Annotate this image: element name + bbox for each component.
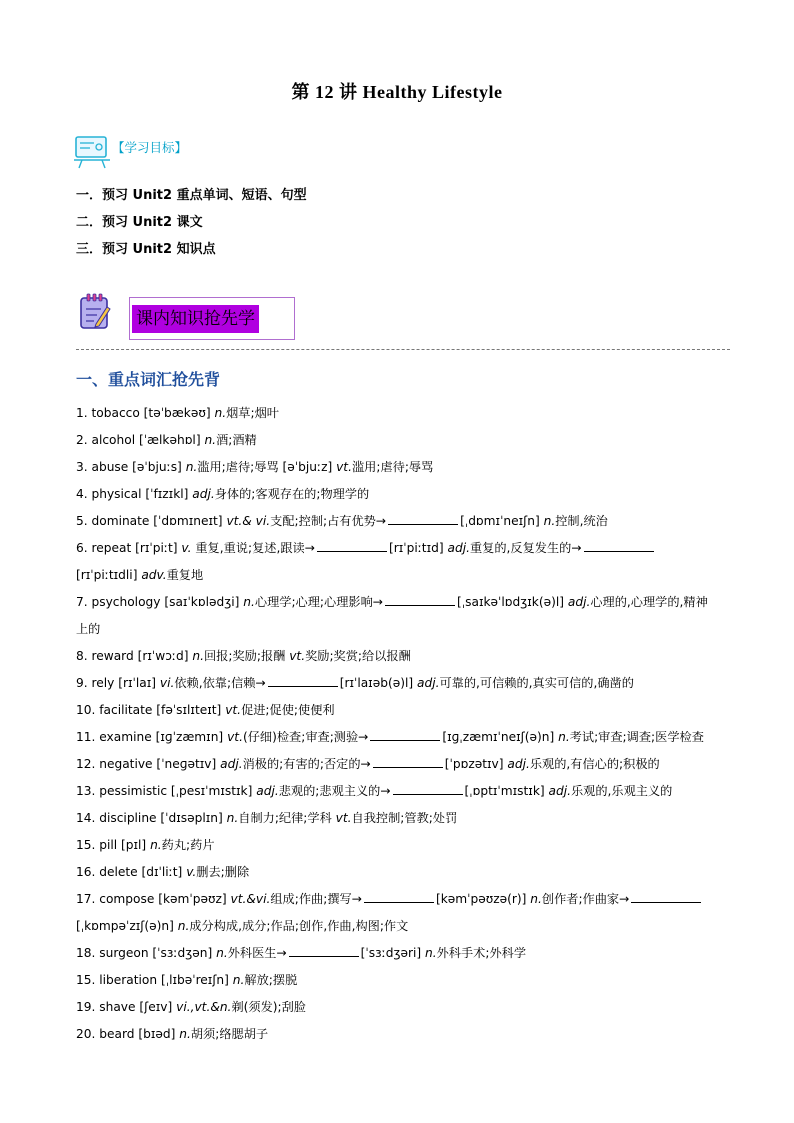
vocab-line bbox=[76, 454, 726, 481]
page-title: 第 12 讲 Healthy Lifestyle bbox=[291, 82, 503, 102]
vocab-text: 19. shave [ʃeɪv] bbox=[76, 1000, 177, 1014]
vocab-text: [ˌɒptɪˈmɪstɪk] bbox=[464, 784, 549, 798]
part-of-speech: adj. bbox=[192, 487, 215, 501]
fill-in-blank[interactable] bbox=[268, 674, 338, 687]
vocab-text: [rɪˈpiːtɪd] bbox=[388, 541, 448, 555]
vocab-text: 控制,统治 bbox=[555, 514, 608, 528]
part-of-speech: n. bbox=[214, 406, 227, 420]
vocabulary-list bbox=[76, 400, 726, 1048]
vocab-text: [kəmˈpəʊzə(r)] bbox=[435, 892, 531, 906]
vocab-text: 奖励;奖赏;给以报酬 bbox=[305, 649, 411, 663]
vocab-text: 10. facilitate [fəˈsɪlɪteɪt] bbox=[76, 703, 226, 717]
part-of-speech: n. bbox=[425, 946, 437, 960]
vocab-text: 15. liberation [ˌlɪbəˈreɪʃn] bbox=[76, 973, 233, 987]
part-of-speech: vi.,vt.&n. bbox=[176, 1000, 232, 1014]
fill-in-blank[interactable] bbox=[317, 539, 387, 552]
objectives-label: 【学习目标】 bbox=[112, 140, 188, 155]
vocab-text: [rɪˈlaɪəb(ə)l] bbox=[339, 676, 417, 690]
vocab-text: 依赖,依靠;信赖→ bbox=[174, 676, 266, 690]
vocab-text: 重复,重说;复述,跟读→ bbox=[191, 541, 315, 555]
vocab-text: 烟草;烟叶 bbox=[226, 406, 279, 420]
vocab-text: 5. dominate [ˈdɒmɪneɪt] bbox=[76, 514, 227, 528]
vocab-text: 13. pessimistic [ˌpesɪˈmɪstɪk] bbox=[76, 784, 257, 798]
vocab-text: [ˌdɒmɪˈneɪʃn] bbox=[460, 514, 544, 528]
dashed-divider bbox=[76, 349, 730, 350]
vocab-line bbox=[76, 778, 726, 805]
vocab-text: 自制力;纪律;学科 bbox=[238, 811, 336, 825]
part-of-speech: n. bbox=[185, 460, 198, 474]
vocab-line bbox=[76, 589, 726, 616]
vocab-text: 回报;奖励;报酬 bbox=[203, 649, 290, 663]
fill-in-blank[interactable] bbox=[373, 755, 443, 768]
vocab-line bbox=[76, 886, 726, 913]
vocab-text: 15. pill [pɪl] bbox=[76, 838, 151, 852]
fill-in-blank[interactable] bbox=[289, 944, 359, 957]
vocab-line bbox=[76, 751, 726, 778]
part-of-speech: n. bbox=[150, 838, 162, 852]
part-of-speech: v. bbox=[186, 865, 197, 879]
vocab-text: 外科手术;外科学 bbox=[436, 946, 527, 960]
vocab-text: 促进;促使;使便利 bbox=[241, 703, 335, 717]
vocab-text: 9. rely [rɪˈlaɪ] bbox=[76, 676, 160, 690]
part-of-speech: adv. bbox=[141, 568, 167, 582]
part-of-speech: v. bbox=[181, 541, 192, 555]
part-of-speech: n. bbox=[204, 433, 217, 447]
vocab-line bbox=[76, 508, 726, 535]
vocab-text: 7. psychology [saɪˈkɒlədʒi] bbox=[76, 595, 244, 609]
vocab-line bbox=[76, 427, 726, 454]
notepad-pencil-icon bbox=[79, 293, 111, 331]
vocab-text: 上的 bbox=[76, 622, 101, 636]
vocab-line bbox=[76, 724, 726, 751]
part-of-speech: n. bbox=[179, 1027, 191, 1041]
part-of-speech: adj. bbox=[256, 784, 279, 798]
vocab-text: [ˈpɒzətɪv] bbox=[444, 757, 508, 771]
vocab-line bbox=[76, 697, 726, 724]
vocab-text: 胡须;络腮胡子 bbox=[190, 1027, 269, 1041]
vocab-line bbox=[76, 805, 726, 832]
vocab-text: 剃(须发);刮脸 bbox=[231, 1000, 306, 1014]
vocab-text: 14. discipline [ˈdɪsəplɪn] bbox=[76, 811, 227, 825]
vocab-text: 重复的,反复发生的→ bbox=[469, 541, 582, 555]
vocab-text: 药丸;药片 bbox=[161, 838, 215, 852]
vocab-text: 外科医生→ bbox=[227, 946, 287, 960]
vocab-text: 滥用;虐待;辱骂 bbox=[351, 460, 434, 474]
vocab-text: [ɪɡˌzæmɪˈneɪʃ(ə)n] bbox=[442, 730, 559, 744]
vocab-text: 6. repeat [rɪˈpiːt] bbox=[76, 541, 182, 555]
vocab-line bbox=[76, 616, 726, 643]
vocab-text: 创作者;作曲家→ bbox=[541, 892, 630, 906]
goal-item: 三．预习 Unit2 知识点 bbox=[76, 242, 216, 257]
part-of-speech: n. bbox=[226, 811, 239, 825]
vocab-line bbox=[76, 400, 726, 427]
vocab-text: 消极的;有害的;否定的→ bbox=[242, 757, 371, 771]
goal-item: 一．预习 Unit2 重点单词、短语、句型 bbox=[76, 188, 307, 203]
part-of-speech: n. bbox=[177, 919, 190, 933]
fill-in-blank[interactable] bbox=[388, 512, 458, 525]
vocab-text: 20. beard [bɪəd] bbox=[76, 1027, 180, 1041]
vocab-text: [ˌkɒmpəˈzɪʃ(ə)n] bbox=[76, 919, 178, 933]
part-of-speech: vt. bbox=[225, 703, 242, 717]
vocab-text: 2. alcohol [ˈælkəhɒl] bbox=[76, 433, 205, 447]
part-of-speech: vt. bbox=[336, 460, 352, 474]
banner-label: 课内知识抢先学 bbox=[132, 305, 259, 333]
part-of-speech: vt. bbox=[289, 649, 306, 663]
vocab-text: 成分构成,成分;作品;创作,作曲,构图;作文 bbox=[189, 919, 409, 933]
vocab-text: 18. surgeon [ˈsɜːdʒən] bbox=[76, 946, 217, 960]
part-of-speech: vt. bbox=[227, 730, 243, 744]
fill-in-blank[interactable] bbox=[364, 890, 434, 903]
vocab-line bbox=[76, 967, 726, 994]
vocab-text: 可靠的,可信赖的,真实可信的,确凿的 bbox=[439, 676, 634, 690]
part-of-speech: n. bbox=[543, 514, 556, 528]
part-of-speech: adj. bbox=[416, 676, 440, 690]
vocab-text: [rɪˈpiːtɪdli] bbox=[76, 568, 142, 582]
vocab-text: 滥用;虐待;辱骂 [əˈbjuːz] bbox=[197, 460, 337, 474]
vocab-text: 悲观的;悲观主义的→ bbox=[278, 784, 391, 798]
part-of-speech: n. bbox=[192, 649, 204, 663]
part-of-speech: vt.&vi. bbox=[230, 892, 271, 906]
part-of-speech: adj. bbox=[567, 595, 591, 609]
section-heading: 一、重点词汇抢先背 bbox=[76, 370, 221, 389]
fill-in-blank[interactable] bbox=[385, 593, 455, 606]
fill-in-blank[interactable] bbox=[631, 890, 701, 903]
vocab-text: 12. negative [ˈneɡətɪv] bbox=[76, 757, 221, 771]
vocab-text: 支配;控制;占有优势→ bbox=[270, 514, 387, 528]
fill-in-blank[interactable] bbox=[584, 539, 654, 552]
part-of-speech: n. bbox=[243, 595, 255, 609]
vocab-line bbox=[76, 859, 726, 886]
vocab-line bbox=[76, 1021, 726, 1048]
part-of-speech: n. bbox=[558, 730, 570, 744]
learning-goals-list bbox=[76, 188, 307, 269]
vocab-line bbox=[76, 481, 726, 508]
vocab-text: 心理的,心理学的,精神 bbox=[590, 595, 708, 609]
part-of-speech: adj. bbox=[220, 757, 243, 771]
fill-in-blank[interactable] bbox=[393, 782, 463, 795]
vocab-text: [ˈsɜːdʒəri] bbox=[360, 946, 426, 960]
vocab-text: [ˌsaɪkəˈlɒdʒɪk(ə)l] bbox=[457, 595, 568, 609]
vocab-text: 身体的;客观存在的;物理学的 bbox=[214, 487, 370, 501]
vocab-text: 乐观的,乐观主义的 bbox=[571, 784, 673, 798]
fill-in-blank[interactable] bbox=[370, 728, 440, 741]
vocab-text: 解放;摆脱 bbox=[244, 973, 298, 987]
vocab-text: 删去;删除 bbox=[196, 865, 250, 879]
vocab-text: 乐观的,有信心的;积极的 bbox=[529, 757, 660, 771]
vocab-text: 11. examine [ɪɡˈzæmɪn] bbox=[76, 730, 228, 744]
part-of-speech: vt.& vi. bbox=[226, 514, 271, 528]
vocab-text: 考试;审查;调查;医学检查 bbox=[569, 730, 704, 744]
vocab-line bbox=[76, 940, 726, 967]
vocab-text: 重复地 bbox=[166, 568, 204, 582]
vocab-text: 自我控制;管教;处罚 bbox=[351, 811, 458, 825]
vocab-line bbox=[76, 562, 726, 589]
part-of-speech: vi. bbox=[159, 676, 175, 690]
part-of-speech: n. bbox=[232, 973, 245, 987]
vocab-line bbox=[76, 535, 726, 562]
vocab-line bbox=[76, 994, 726, 1021]
part-of-speech: adj. bbox=[507, 757, 530, 771]
vocab-line bbox=[76, 670, 726, 697]
vocab-line bbox=[76, 832, 726, 859]
vocab-text: 心理学;心理;心理影响→ bbox=[254, 595, 384, 609]
vocab-text: 酒;酒精 bbox=[216, 433, 257, 447]
part-of-speech: n. bbox=[216, 946, 228, 960]
part-of-speech: vt. bbox=[335, 811, 352, 825]
vocab-text: 3. abuse [əˈbjuːs] bbox=[76, 460, 186, 474]
vocab-text: 16. delete [dɪˈliːt] bbox=[76, 865, 187, 879]
part-of-speech: n. bbox=[530, 892, 542, 906]
goal-item: 二．预习 Unit2 课文 bbox=[76, 215, 203, 230]
vocab-text: 1. tobacco [təˈbækəʊ] bbox=[76, 406, 215, 420]
vocab-text: (仔细)检查;审查;测验→ bbox=[242, 730, 369, 744]
vocab-line bbox=[76, 643, 726, 670]
vocab-text: 17. compose [kəmˈpəʊz] bbox=[76, 892, 231, 906]
vocab-text: 4. physical [ˈfɪzɪkl] bbox=[76, 487, 193, 501]
learning-objectives-icon bbox=[72, 134, 112, 170]
part-of-speech: adj. bbox=[447, 541, 470, 555]
vocab-line bbox=[76, 913, 726, 940]
part-of-speech: adj. bbox=[548, 784, 571, 798]
vocab-text: 8. reward [rɪˈwɔːd] bbox=[76, 649, 193, 663]
section-banner bbox=[129, 297, 295, 340]
vocab-text: 组成;作曲;撰写→ bbox=[270, 892, 362, 906]
